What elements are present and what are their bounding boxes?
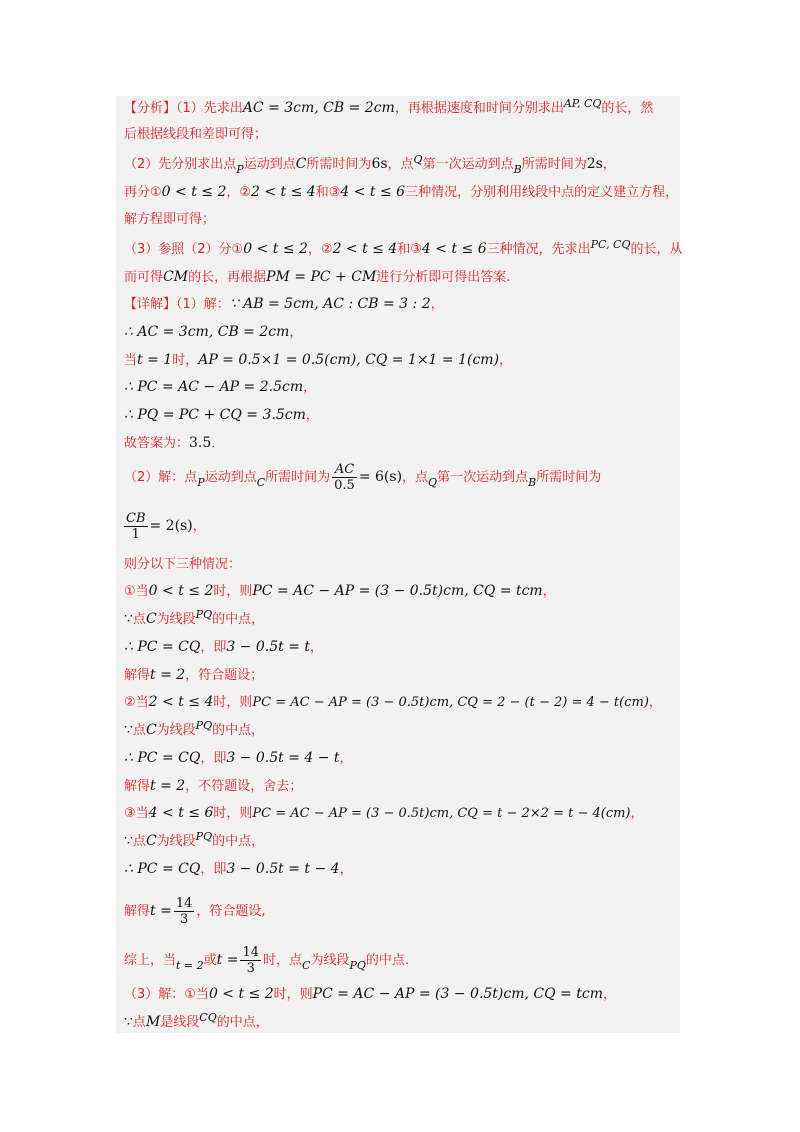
case1-line-3: ∴ PC = CQ，即3 − 0.5t = t， [124,639,324,655]
detail-line-3: 当t = 1时，AP = 0.5×1 = 0.5(cm), CQ = 1×1 = 1(cm)， [124,352,513,368]
analysis-line-4: 再分①0 < t ≤ 2，②2 < t ≤ 4和③4 < t ≤ 6三种情况，分别利用线段中点的定义建立方程， [124,184,679,200]
summary-line: 综上，当$_{t = 2}$或t = $\frac{14}{3}$ 时，点$_C$为线段$_{PQ}$的中点. [124,945,410,976]
analysis-label: 【分析】 [124,101,177,116]
analysis-line-5: 解方程即可得； [124,212,216,227]
case3-line-1: ③当4 < t ≤ 6时，则PC = AC − AP = (3 − 0.5t)cm, CQ = t − 2×2 = t − 4(cm)， [124,805,644,821]
case1-line-2: ∵点C为线段$^{PQ}$的中点， [124,608,265,627]
case2-line-4: 解得t = 2，不符题设，舍去； [124,778,303,794]
case2-line-1: ②当2 < t ≤ 4时，则PC = AC − AP = (3 − 0.5t)cm, CQ = 2 − (t − 2) = 4 − t(cm)， [124,694,662,710]
detail-line-2: ∴ AC = 3cm, CB = 2cm， [124,324,303,340]
fraction-cb-over-1: $\frac{CB}{1}$ [126,511,146,542]
analysis-line-2: 后根据线段和差即可得； [124,127,268,142]
case3-line-3: ∴ PC = CQ，即3 − 0.5t = t − 4， [124,861,353,877]
detail-line-5: ∴ PQ = PC + CQ = 3.5cm， [124,407,319,423]
case1-line-1: ①当0 < t ≤ 2时，则PC = AC − AP = (3 − 0.5t)cm, CQ = tcm， [124,583,556,599]
part3-line-2: ∵点M是线段$^{CQ}$的中点， [124,1011,269,1030]
analysis-line-6: （3）参照（2）分①0 < t ≤ 2，②2 < t ≤ 4和③4 < t ≤ 6三种情况，先求出$^{PC, CQ}$的长，从 [124,238,683,257]
analysis-line-3: （2）先分别求出点$_P$运动到点C所需时间为6s，点$^Q$第一次运动到点$_B$所需时间为2s， [124,153,616,176]
case2-line-3: ∴ PC = CQ，即3 − 0.5t = 4 − t， [124,750,353,766]
detail-line-9: 则分以下三种情况： [124,557,242,572]
case3-line-2: ∵点C为线段$^{PQ}$的中点， [124,830,265,849]
analysis-line-7: 而可得CM的长，再根据PM = PC + CM进行分析即可得出答案. [124,269,511,285]
detail-line-7: （2）解：点$_P$运动到点$_C$所需时间为 $\frac{AC}{0.5}$ = 6(s)，点$_Q$第一次运动到点$_B$所需时间为 [124,462,602,493]
fraction-14-over-3: $\frac{14}{3}$ [175,896,193,927]
case2-line-2: ∵点C为线段$^{PQ}$的中点， [124,719,265,738]
case1-line-4: 解得t = 2，符合题设； [124,667,264,683]
detail-line-8: $\frac{CB}{1}$ = 2(s)， [126,511,206,542]
detail-line-6: 故答案为：3.5． [124,435,225,451]
fraction-14-over-3-summary: $\frac{14}{3}$ [242,945,260,976]
fraction-ac-over-05: $\frac{AC}{0.5}$ [334,462,355,493]
detail-label: 【详解】 [124,297,177,312]
case3-line-4: 解得t = $\frac{14}{3}$ ，符合题设, [124,896,266,927]
analysis-line-1: 【分析】（1）先求出AC = 3cm, CB = 2cm，再根据速度和时间分别求出$^{AP, CQ}$的长，然 [124,97,654,116]
detail-line-4: ∴ PC = AC − AP = 2.5cm， [124,379,317,395]
part3-line-1: （3）解：①当0 < t ≤ 2时，则PC = AC − AP = (3 − 0.5t)cm, CQ = tcm， [124,986,616,1002]
detail-line-1: 【详解】（1）解：∵ AB = 5cm, AC : CB = 3 : 2， [124,296,444,312]
